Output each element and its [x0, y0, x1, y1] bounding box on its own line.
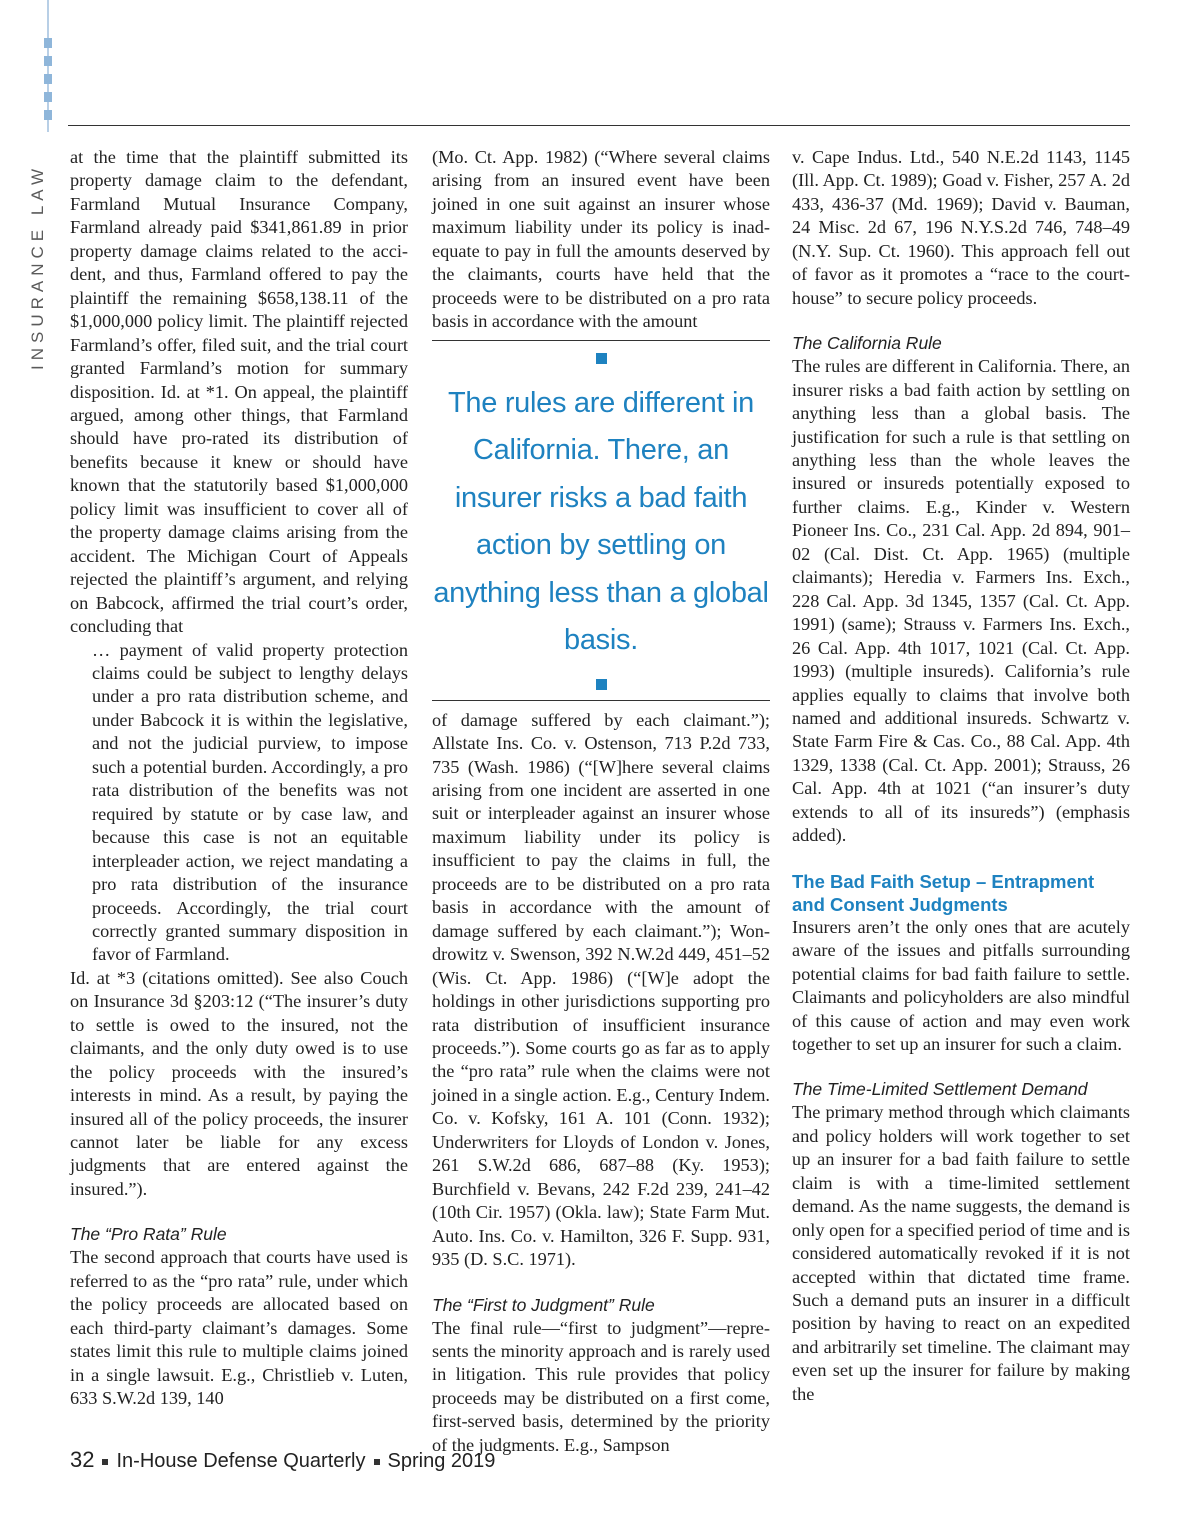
- page-number: 32: [70, 1447, 95, 1472]
- section-heading-bad-faith-setup: The Bad Faith Setup – Entrapment and Consent Judgments: [792, 870, 1095, 915]
- paragraph: The second approach that courts have used is referred to as the “pro rata” rule, under which the policy proceeds are allocated based on each third-party claimant’s damages. Some states limit this rule to multiple claims joined in a single lawsuit. E.g., Christlieb v. Luten, 633 S.W.2d 139, 140: [70, 1247, 408, 1409]
- top-rule: [68, 125, 1130, 126]
- subheading-california: The California Rule: [792, 333, 942, 354]
- subheading-time-limited: The Time-Limited Settlement Demand: [792, 1079, 1088, 1100]
- bullet-icon: [374, 1459, 380, 1465]
- paragraph: of damage suffered by each claimant.”); Allstate Ins. Co. v. Ostenson, 713 P.2d 733, 735 (Wash. 1986) (“[W]here several claims arising from one incident are asserted in one suit or interpleader against an insurer whose maximum liability under its policy is insufficient to pay the claims in full, the proceeds are to be distributed on a pro rata basis in accordance with the amount of damage suffered by each claimant.”); Wondrowitz v. Swenson, 392 N.W.2d 449, 451–52 (Wis. Ct. App. 1986) (“[W]e adopt the holdings in other jurisdictions supporting pro rata distribution of insufficient insurance proceeds.”). Some courts go as far as to apply the “pro rata” rule when the claims were not joined in a single action. E.g., Century Indem. Co. v. Kofsky, 161 A. 101 (Conn. 1932); Underwriters for Lloyds of London v. Jones, 261 S.W.2d 686, 687–88 (Ky. 1953); Burchfield v. Bevans, 242 F.2d 239, 241–42 (10th Cir. 1957) (Okla. law); State Farm Mut. Auto. Ins. Co. v. Hamilton, 326 F. Supp. 931, 935 (D. S.C. 1971).: [432, 709, 770, 1270]
- subheading-pro-rata: The “Pro Rata” Rule: [70, 1224, 227, 1245]
- section-marker-bar: [44, 0, 52, 132]
- square-bullet-icon: [596, 679, 607, 690]
- paragraph: v. Cape Indus. Ltd., 540 N.E.2d 1143, 1145 (Ill. App. Ct. 1989); Goad v. Fisher, 257 A. 2d 433, 436-37 (Md. 1969); David v. Bauman, 24 Misc. 2d 67, 196 N.Y.S.2d 746, 748–49 (N.Y. Sup. Ct. 1960). This approach fell out of favor as it promotes a “race to the courthouse” to secure policy proceeds.: [792, 147, 1130, 308]
- block-quote: … payment of valid property protection claims could be subject to lengthy delays under a pro rata distribution scheme, and under Babcock it is within the legislative, and not the judicial purview, to impose such a potential burden. Accordingly, a pro rata distribution of the benefits was not required by statute or by case law, and because this case is not an equitable interpleader action, we reject mandating a pro rata distribution of the insurance proceeds. Accordingly, the trial court correctly granted summary disposition in favor of Farmland.: [92, 639, 408, 965]
- column-3: [792, 146, 1130, 1406]
- paragraph: at the time that the plaintiff submitted its property damage claim to the defendant, Farmland Mutual Insurance Company, Farmland already paid $341,861.89 in prior property damage claims related to the accident, and thus, Farmland offered to pay the plaintiff the remaining $658,138.11 of the $1,000,000 policy limit. The plaintiff rejected Farmland’s offer, filed suit, and the trial court granted Farmland’s motion for summary disposition. Id. at *1. On appeal, the plaintiff argued, among other things, that Farmland should have pro-rated its distribution of benefits because it knew or should have known that the statutorily based $1,000,000 policy limit was insufficient to cover all of the property damage claims arising from the accident. The Michigan Court of Appeals rejected the plaintiff’s argument, and relying on Babcock, affirmed the trial court’s order, concluding that: [70, 147, 408, 637]
- paragraph: The rules are different in California. There, an insurer risks a bad faith action by settling on anything less than a global basis. The justification for such a rule is that settling on anything less than the whole leaves the insured or insureds potentially exposed to further claims. E.g., Kinder v. Western Pioneer Ins. Co., 231 Cal. App. 2d 894, 901–02 (Cal. Dist. Ct. App. 1965) (multiple claimants); Heredia v. Farmers Ins. Exch., 228 Cal. App. 3d 1345, 1357 (Cal. Ct. App. 1991) (same); Strauss v. Farmers Ins. Exch., 26 Cal. App. 4th 1017, 1021 (Cal. Ct. App. 1993) (multiple insureds). California’s rule applies equally to claims that involve both named and additional insureds. Schwartz v. State Farm Fire & Cas. Co., 88 Cal. App. 4th 1329, 1338 (Cal. Ct. App. 2001); Strauss, 26 Cal. App. 4th at 1021 (“an insurer’s duty extends to all of its insureds”) (emphasis added).: [792, 356, 1130, 846]
- issue-date: Spring 2019: [387, 1450, 496, 1472]
- publication-name: In-House Defense Quarterly: [116, 1450, 366, 1472]
- paragraph: Id. at *3 (citations omitted). See also Couch on Insurance 3d §203:12 (“The insurer’s duty to settle is owed to the insured, not the claimants, and the only duty owed is to use the policy proceeds with the insured’s interests in mind. As a result, by paying the insured all of the policy proceeds, the insurer cannot later be liable for any excess judgments that are entered against the insured.”).: [70, 967, 408, 1199]
- section-tag: INSURANCE LAW: [28, 163, 47, 370]
- paragraph: (Mo. Ct. App. 1982) (“Where several claims arising from an insured event have been joined in one suit against an insurer whose maximum liability under its policy is inadequate to pay in full the amounts deserved by the claimants, courts have held that the proceeds were to be distributed on a pro rata basis in accordance with the amount: [432, 147, 770, 332]
- column-1: [70, 146, 408, 1411]
- pull-quote-text: The rules are different in California. There, an insurer risks a bad faith action by settling on anything less than a global basis.: [433, 386, 769, 657]
- paragraph: The final rule—“first to judgment”—represents the minority approach and is rarely used in litigation. This rule provides that policy proceeds may be distributed on a first come, first-served basis, determined by the priority of the judgments. E.g., Sampson: [432, 1317, 770, 1455]
- paragraph: Insurers aren’t the only ones that are acutely aware of the issues and pitfalls surrounding potential claims for bad faith failure to settle. Claimants and policyholders are also mindful of this cause of action and may even work together to set up an insurer for such a claim.: [792, 916, 1130, 1054]
- bullet-icon: [102, 1459, 108, 1465]
- subheading-first-to-judgment: The “First to Judgment” Rule: [432, 1294, 655, 1315]
- pull-quote: [432, 340, 770, 701]
- column-2: [432, 146, 770, 1457]
- paragraph: The primary method through which claimants and policy holders will work together to set up an insurer for a bad faith failure to settle claim is with a time-limited settlement demand. As the name suggests, the demand is only open for a specified period of time and is considered automatically revoked if it is not accepted within that dictated time frame. Such a demand puts an insurer in a difficult position by having to react on an expedited and arbitrarily set timeline. The claimant may even set up the insurer for failure by making the: [792, 1102, 1130, 1404]
- square-bullet-icon: [596, 353, 607, 364]
- page-footer: [70, 1447, 495, 1473]
